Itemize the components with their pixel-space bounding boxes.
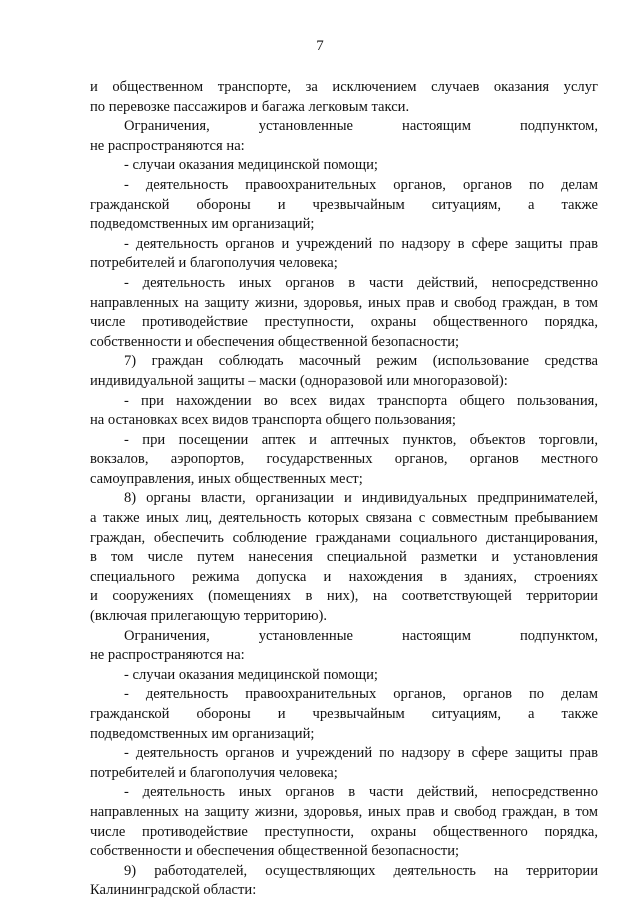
- text-line: - при нахождении во всех видах транспорта общего пользования,: [124, 392, 598, 409]
- text-line: Ограничения, установленные настоящим подпунктом,: [124, 118, 598, 135]
- text-line: гражданской обороны и чрезвычайным ситуациям, а также: [90, 196, 598, 213]
- text-line: направленных на защиту жизни, здоровья, иных прав и свобод граждан, в том: [90, 803, 598, 820]
- text-line: (включая прилегающую территорию).: [90, 608, 328, 625]
- text-line: направленных на защиту жизни, здоровья, иных прав и свобод граждан, в том: [90, 294, 598, 311]
- page-number: 7: [316, 38, 324, 54]
- text-line: 9) работодателей, осуществляющих деятельность на территории: [124, 862, 598, 879]
- document-body: [90, 78, 598, 901]
- text-line: - случаи оказания медицинской помощи;: [124, 666, 378, 683]
- text-line: Калининградской области:: [90, 882, 257, 899]
- text-line: индивидуальной защиты – маски (одноразовой или многоразовой):: [90, 372, 508, 389]
- text-line: 7) граждан соблюдать масочный режим (использование средства: [124, 353, 598, 370]
- text-line: на остановках всех видов транспорта общего пользования;: [90, 412, 456, 429]
- text-line: не распространяются на:: [90, 647, 245, 664]
- text-line: не распространяются на:: [90, 137, 245, 154]
- text-line: Ограничения, установленные настоящим подпунктом,: [124, 627, 598, 644]
- text-line: граждан, обеспечить соблюдение гражданами социального дистанцирования,: [90, 529, 598, 546]
- text-line: потребителей и благополучия человека;: [90, 255, 338, 272]
- text-line: собственности и обеспечения общественной безопасности;: [90, 333, 460, 350]
- text-line: - деятельность иных органов в части действий, непосредственно: [124, 784, 598, 801]
- text-line: и сооружениях (помещениях в них), на соответствующей территории: [90, 588, 598, 605]
- text-line: - при посещении аптек и аптечных пунктов, объектов торговли,: [124, 431, 598, 448]
- text-line: а также иных лиц, деятельность которых связана с совместным пребыванием: [90, 510, 598, 527]
- text-line: подведомственных им организаций;: [90, 216, 315, 233]
- text-line: самоуправления, иных общественных мест;: [90, 470, 363, 487]
- text-line: собственности и обеспечения общественной безопасности;: [90, 843, 460, 860]
- text-line: числе противодействие преступности, охраны общественного порядка,: [90, 823, 598, 840]
- text-line: - деятельность правоохранительных органов, органов по делам: [124, 176, 598, 193]
- text-line: - деятельность правоохранительных органов, органов по делам: [124, 686, 598, 703]
- text-line: вокзалов, аэропортов, государственных органов, органов местного: [90, 451, 598, 468]
- text-line: - деятельность органов и учреждений по надзору в сфере защиты прав: [124, 235, 598, 252]
- text-line: и общественном транспорте, за исключением случаев оказания услуг: [90, 79, 598, 95]
- text-line: - деятельность органов и учреждений по надзору в сфере защиты прав: [124, 745, 598, 762]
- text-line: потребителей и благополучия человека;: [90, 764, 338, 781]
- text-line: - деятельность иных органов в части действий, непосредственно: [124, 274, 598, 291]
- text-line: специального режима допуска и нахождения в зданиях, строениях: [90, 568, 598, 585]
- text-line: гражданской обороны и чрезвычайным ситуациям, а также: [90, 706, 598, 722]
- text-line: числе противодействие преступности, охраны общественного порядка,: [90, 314, 598, 331]
- text-line: в том числе путем нанесения специальной разметки и установления: [90, 549, 598, 566]
- text-line: подведомственных им организаций;: [90, 725, 315, 742]
- text-line: - случаи оказания медицинской помощи;: [124, 157, 378, 174]
- text-line: 8) органы власти, организации и индивидуальных предпринимателей,: [124, 490, 598, 507]
- text-line: по перевозке пассажиров и багажа легковым такси.: [90, 98, 410, 115]
